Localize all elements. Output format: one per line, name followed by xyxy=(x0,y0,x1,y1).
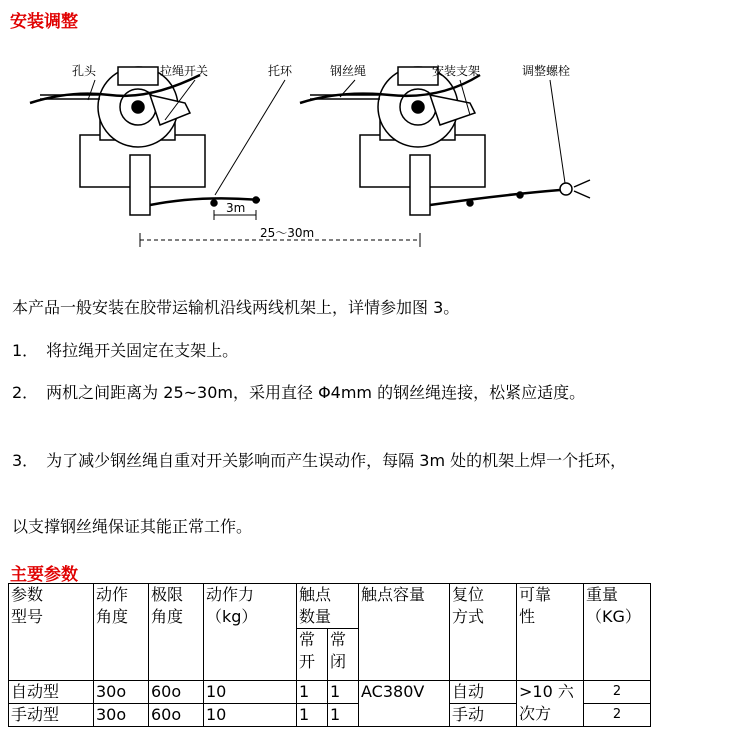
installation-diagram xyxy=(0,55,750,255)
label-bracket: 安装支架 xyxy=(432,64,481,78)
header-param-model: 参数 型号 xyxy=(9,584,94,681)
cell-reset: 手动 xyxy=(450,704,517,727)
cell-limit-angle: 60o xyxy=(149,681,204,704)
cell-limit-angle: 60o xyxy=(149,704,204,727)
cell-reset: 自动 xyxy=(450,681,517,704)
header-contact-count: 触点 数量 xyxy=(297,584,359,629)
label-spacing: 3m xyxy=(226,201,246,215)
step-1: 1． 将拉绳开关固定在支架上。 xyxy=(12,341,239,360)
cell-weight: 2 xyxy=(584,704,651,727)
intro-paragraph: 本产品一般安装在胶带运输机沿线两线机架上，详情参加图 3。 xyxy=(12,298,460,317)
cell-no: 1 xyxy=(297,704,328,727)
table-row xyxy=(9,681,651,704)
header-action-force: 动作力 （kg） xyxy=(204,584,297,681)
cell-reliability: >10 六次方 xyxy=(517,681,584,727)
right-switch-unit xyxy=(300,67,590,215)
cell-force: 10 xyxy=(204,681,297,704)
install-heading: 安装调整 xyxy=(10,12,78,32)
cell-weight: 2 xyxy=(584,681,651,704)
header-contact-capacity: 触点容量 xyxy=(359,584,450,681)
cell-model: 手动型 xyxy=(9,704,94,727)
cell-action-angle: 30o xyxy=(94,681,149,704)
step-3: 3． 为了减少钢丝绳自重对开关影响而产生误动作，每隔 3m 处的机架上焊一个托环， xyxy=(12,451,627,470)
cell-no: 1 xyxy=(297,681,328,704)
params-heading: 主要参数 xyxy=(10,565,78,585)
label-wire: 钢丝绳 xyxy=(330,64,367,78)
header-reset-mode: 复位 方式 xyxy=(450,584,517,681)
left-switch-unit xyxy=(30,67,260,215)
cell-force: 10 xyxy=(204,704,297,727)
header-normally-open: 常 开 xyxy=(297,629,328,681)
cell-capacity: AC380V xyxy=(359,681,450,727)
label-kongtou: 孔头 xyxy=(72,64,97,78)
label-distance: 25～30m xyxy=(260,226,315,240)
label-bolt: 调整螺栓 xyxy=(522,64,571,78)
header-action-angle: 动作 角度 xyxy=(94,584,149,681)
header-weight: 重量 （KG） xyxy=(584,584,651,681)
closing-paragraph: 以支撑钢丝绳保证其能正常工作。 xyxy=(12,517,253,536)
header-normally-closed: 常 闭 xyxy=(328,629,359,681)
cell-nc: 1 xyxy=(328,704,359,727)
cell-action-angle: 30o xyxy=(94,704,149,727)
cell-model: 自动型 xyxy=(9,681,94,704)
header-reliability: 可靠 性 xyxy=(517,584,584,681)
params-table xyxy=(8,583,651,727)
label-tuohuan: 托环 xyxy=(268,64,293,78)
step-2: 2． 两机之间距离为 25~30m，采用直径 Φ4mm 的钢丝绳连接，松紧应适度。 xyxy=(12,383,586,402)
header-limit-angle: 极限 角度 xyxy=(149,584,204,681)
cell-nc: 1 xyxy=(328,681,359,704)
label-switch: 拉绳开关 xyxy=(160,64,209,78)
